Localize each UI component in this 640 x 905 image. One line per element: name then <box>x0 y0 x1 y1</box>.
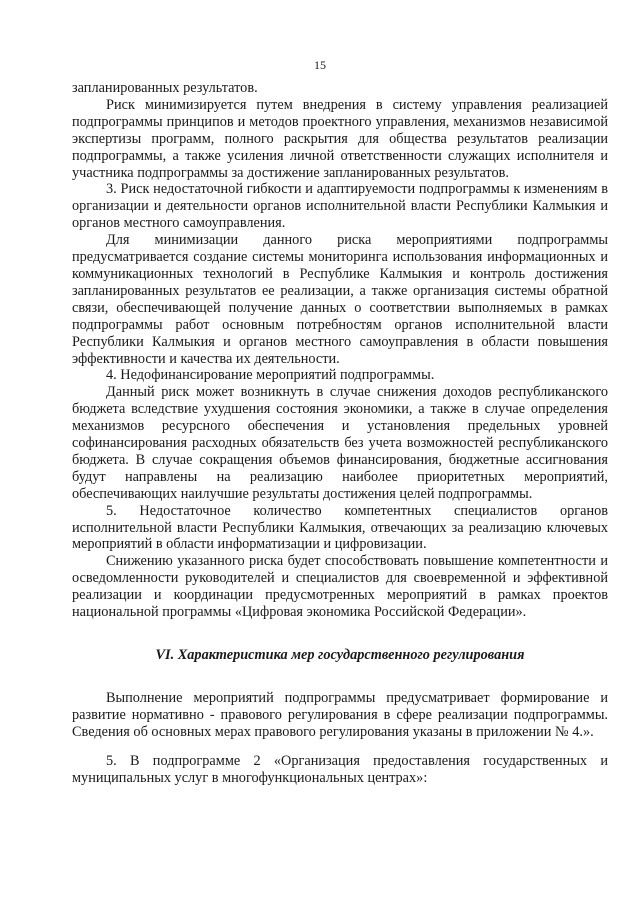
paragraph: 5. В подпрограмме 2 «Организация предоставления государственных и муниципальных услуг в многофункциональных центрах»: <box>72 752 608 786</box>
page-number: 15 <box>314 58 326 72</box>
paragraph: Выполнение мероприятий подпрограммы предусматривает формирование и развитие нормативно - правового регулирования в сфере реализации подпрограммы. Сведения об основных мерах правового регулирования указаны в приложении № 4.». <box>72 689 608 740</box>
paragraph: 3. Риск недостаточной гибкости и адаптируемости подпрограммы к изменениям в организации и деятельности органов исполнительной власти Республики Калмыкия и органов местного самоуправления. <box>72 181 608 232</box>
paragraph: 4. Недофинансирование мероприятий подпрограммы. <box>106 367 435 384</box>
paragraph: Данный риск может возникнуть в случае снижения доходов республиканского бюджета вследствие ухудшения состояния экономики, а также в случае определения механизмов ресурсного обеспечения и установления предельных уровней софинансирования расходных обязательств без учета возможностей республиканского бюджета. В случае сокращения объемов финансирования, бюджетные ассигнования будут направлены на реализацию наиболее приоритетных мероприятий, обеспечивающих наилучшие результаты достижения целей подпрограммы. <box>72 384 608 502</box>
paragraph: Для минимизации данного риска мероприятиями подпрограммы предусматривается создание системы мониторинга использования информационных и коммуникационных технологий в Республике Калмыкия и контроль достижения запланированных результатов ее реализации, а также организация системы обратной связи, обеспечивающей получение данных о соответствии выполняемых в рамках подпрограммы работ основным потребностям органов исполнительной власти Республики Калмыкия и органов местного самоуправления в области повышения эффективности и качества их деятельности. <box>72 232 608 367</box>
paragraph: Риск минимизируется путем внедрения в систему управления реализацией подпрограммы принципов и методов проектного управления, механизмов независимой экспертизы программ, полного раскрытия для общества результатов реализации подпрограммы, а также усиления личной ответственности служащих исполнителя и участника подпрограммы за достижение запланированных результатов. <box>72 96 608 181</box>
paragraph: 5. Недостаточное количество компетентных специалистов органов исполнительной власти Республики Калмыкия, отвечающих за реализацию ключевых мероприятий в области информатизации и цифровизации. <box>72 502 608 553</box>
document-body <box>72 80 608 786</box>
section-heading: VI. Характеристика мер государственного регулирования <box>155 647 525 663</box>
paragraph: запланированных результатов. <box>72 80 258 96</box>
paragraph: Снижению указанного риска будет способствовать повышение компетентности и осведомленности руководителей и специалистов для своевременной и эффективной реализации и координации предусмотренных мероприятий в рамках проектов национальной программы «Цифровая экономика Российской Федерации». <box>72 553 608 621</box>
